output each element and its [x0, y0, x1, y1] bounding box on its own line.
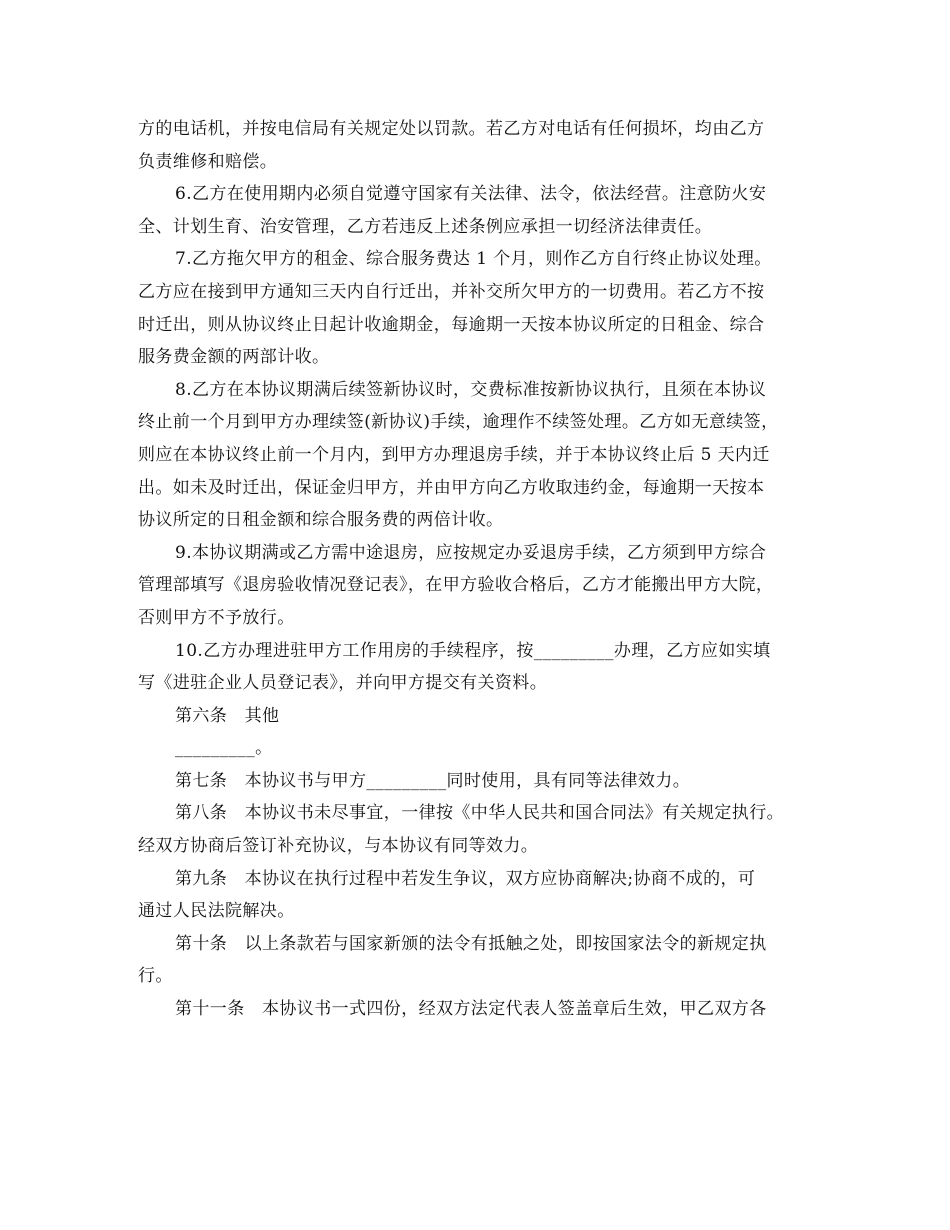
text-line: 经双方协商后签订补充协议，与本协议有同等效力。: [138, 836, 539, 857]
text-line: 服务费金额的两部计收。: [138, 347, 330, 368]
text-line: 写《进驻企业人员登记表》，并向甲方提交有关资料。: [138, 673, 548, 694]
text-line: 否则甲方不予放行。: [138, 607, 295, 628]
text-line: 终止前一个月到甲方办理续签(新协议)手续，逾理作不续签处理。乙方如无意续签，: [138, 412, 779, 433]
text-line: 第九条 本协议在执行过程中若发生争议，双方应协商解决;协商不成的，可: [175, 868, 756, 889]
text-line: 乙方应在接到甲方通知三天内自行迁出，并补交所欠甲方的一切费用。若乙方不按: [138, 281, 765, 302]
text-line: 10.乙方办理进驻甲方工作用房的手续程序，按_________办理，乙方应如实填: [175, 640, 771, 661]
text-line: 第八条 本协议书未尽事宜，一律按《中华人民共和国合同法》有关规定执行。: [175, 803, 784, 824]
text-line: 9.本协议期满或乙方需中途退房，应按规定办妥退房手续，乙方须到甲方综合: [175, 542, 767, 563]
text-line: _________。: [175, 738, 273, 759]
text-line: 负责维修和赔偿。: [138, 151, 278, 172]
text-line: 6.乙方在使用期内必须自觉遵守国家有关法律、法令，依法经营。注意防火安: [175, 184, 767, 205]
document-body: [138, 113, 814, 1026]
text-line: 协议所定的日租金额和综合服务费的两倍计收。: [138, 510, 504, 531]
text-line: 管理部填写《退房验收情况登记表》，在甲方验收合格后，乙方才能搬出甲方大院，: [138, 575, 774, 596]
text-line: 行。: [138, 966, 173, 987]
text-line: 第六条 其他: [175, 705, 280, 726]
text-line: 则应在本协议终止前一个月内，到甲方办理退房手续，并于本协议终止后 5 天内迁: [138, 444, 770, 465]
text-line: 7.乙方拖欠甲方的租金、综合服务费达 1 个月，则作乙方自行终止协议处理。: [175, 249, 772, 270]
text-line: 全、计划生育、治安管理，乙方若违反上述条例应承担一切经济法律责任。: [138, 216, 713, 237]
text-line: 第七条 本协议书与甲方_________同时使用，具有同等法律效力。: [175, 770, 691, 791]
text-line: 时迁出，则从协议终止日起计收逾期金，每逾期一天按本协议所定的日租金、综合: [138, 314, 765, 335]
text-line: 第十一条 本协议书一式四份，经双方法定代表人签盖章后生效，甲乙双方各: [175, 999, 767, 1020]
text-line: 通过人民法院解决。: [138, 901, 295, 922]
text-line: 第十条 以上条款若与国家新颁的法令有抵触之处，即按国家法令的新规定执: [175, 933, 767, 954]
text-line: 方的电话机，并按电信局有关规定处以罚款。若乙方对电话有任何损坏，均由乙方: [138, 119, 765, 139]
text-line: 8.乙方在本协议期满后续签新协议时，交费标准按新协议执行，且须在本协议: [175, 379, 767, 400]
text-line: 出。如未及时迁出，保证金归甲方，并由甲方向乙方收取违约金，每逾期一天按本: [138, 477, 765, 498]
